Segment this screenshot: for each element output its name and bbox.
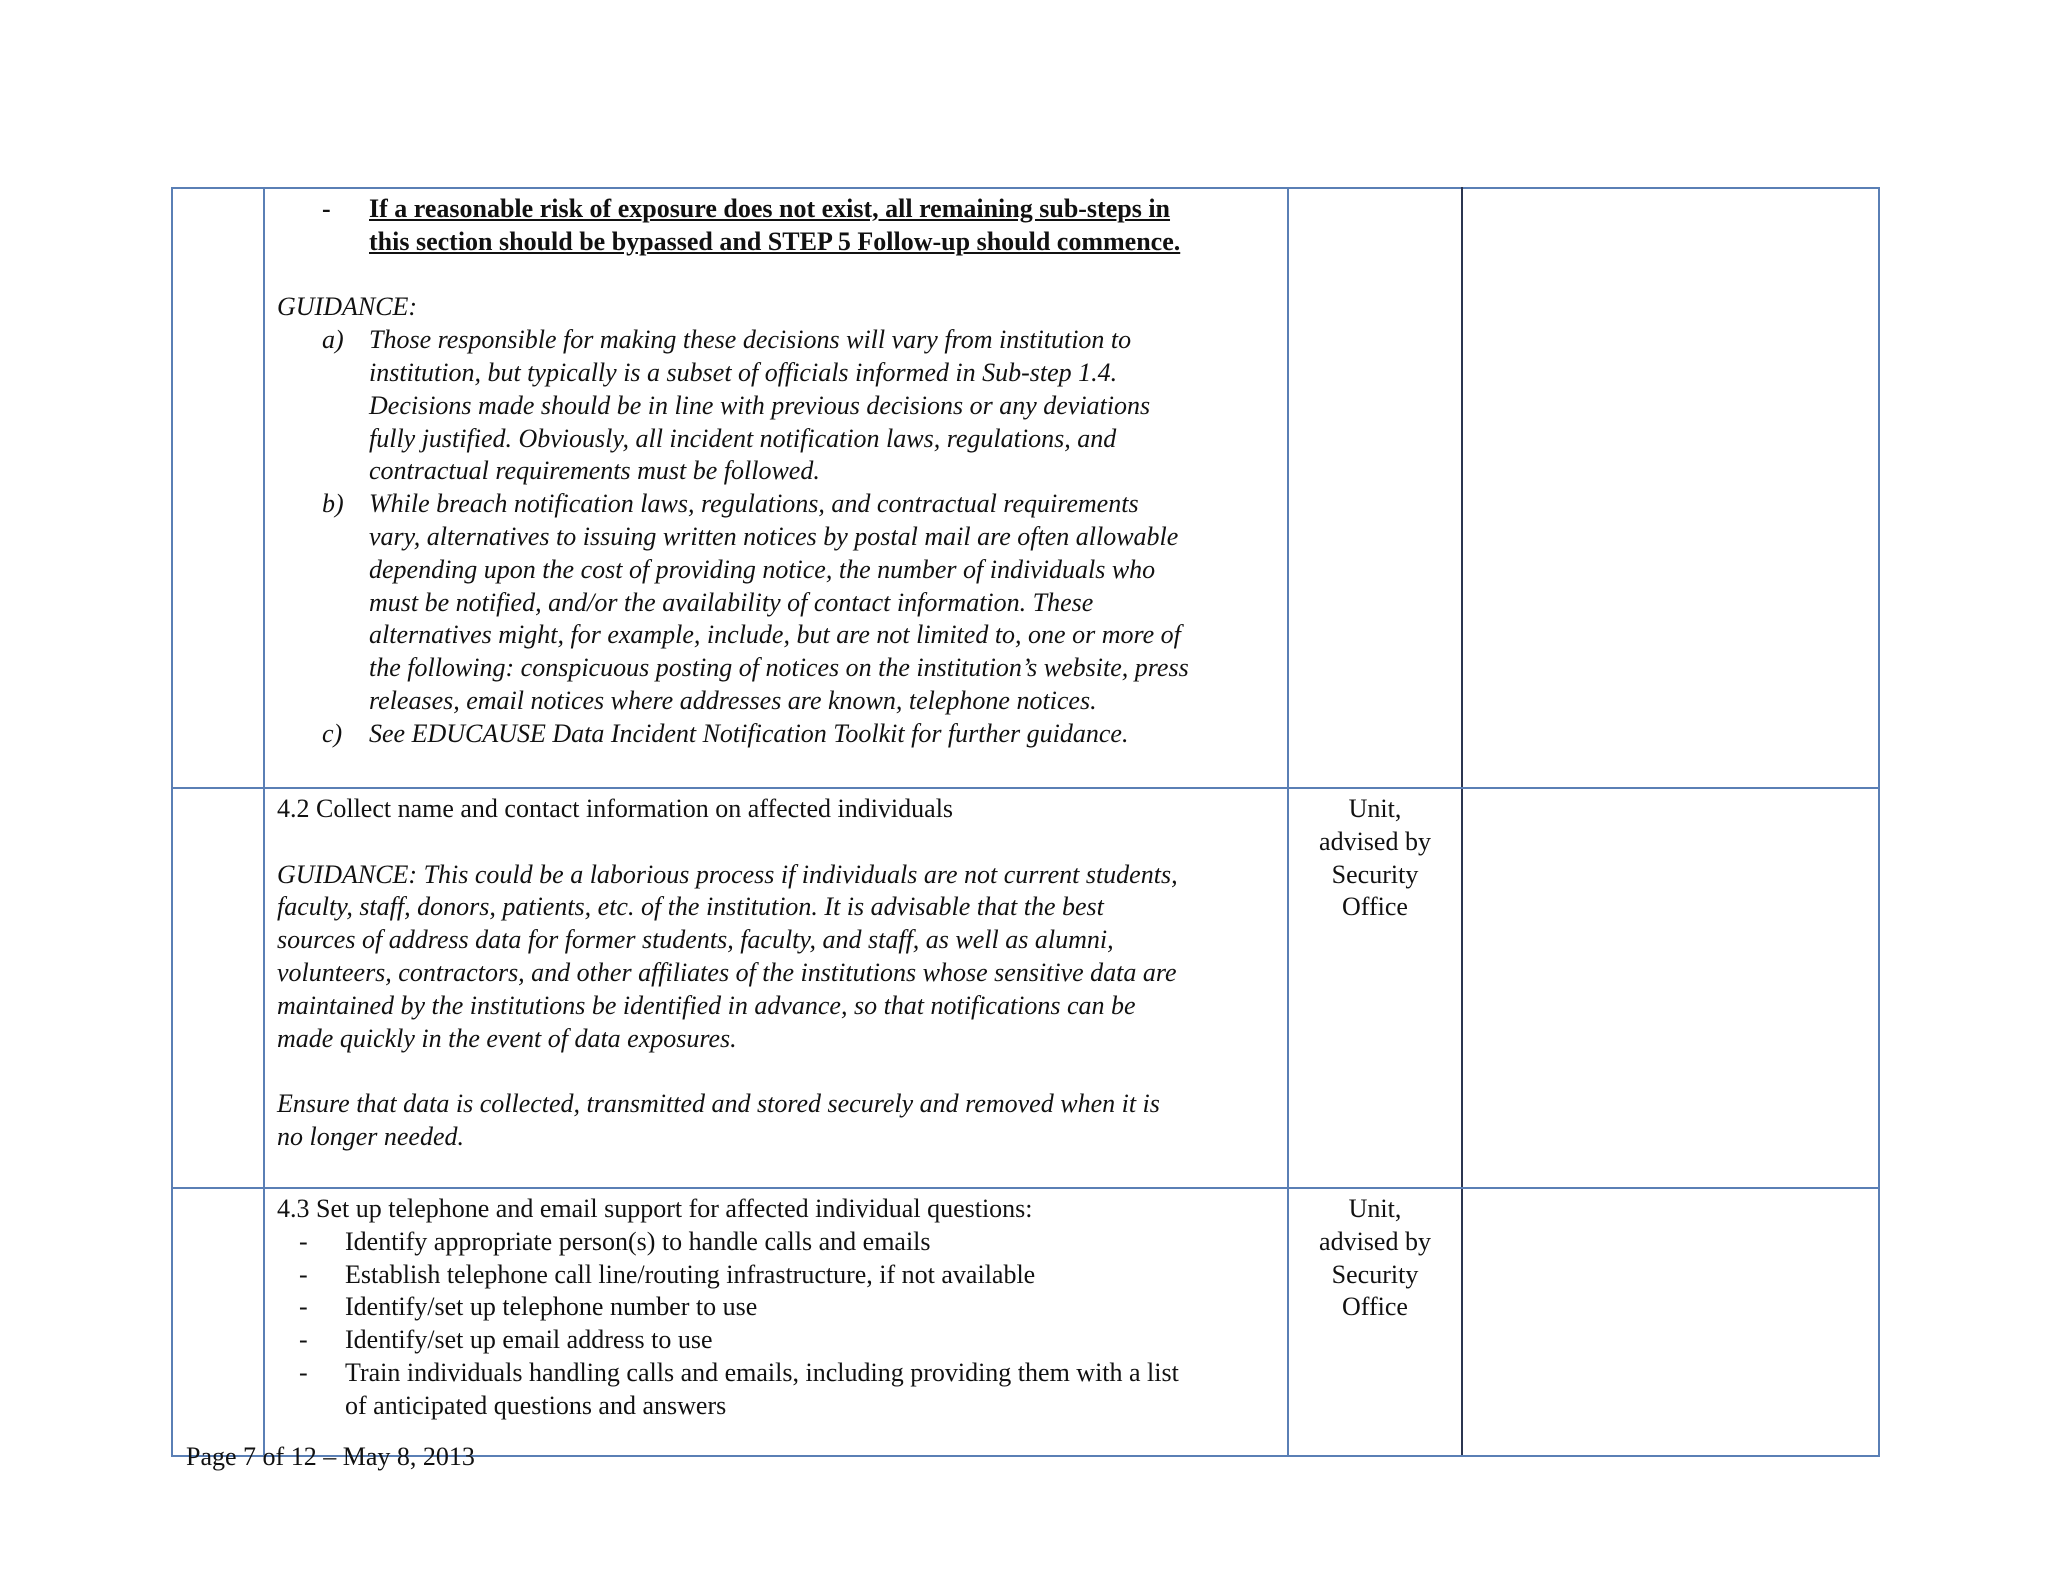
- ensure-paragraph: [277, 1088, 1277, 1154]
- bypass-line: this section should be bypassed and STEP 5 Follow-up should commence.: [369, 226, 1181, 256]
- support-task-item: [277, 1259, 1277, 1292]
- guidance-item-b: [277, 488, 1277, 718]
- guidance-line: releases, email notices where addresses are known, telephone notices.: [369, 685, 1097, 715]
- responsible-line: Unit,: [1348, 794, 1402, 823]
- action-cell: [264, 788, 1288, 1188]
- guidance-line: maintained by the institutions be identified in advance, so that notifications can be: [277, 990, 1136, 1020]
- substep-title: Collect name and contact information on affected individuals: [316, 794, 954, 823]
- guidance-line: institution, but typically is a subset of officials informed in Sub-step 1.4.: [369, 357, 1118, 387]
- guidance-line: sources of address data for former students, faculty, and staff, as well as alumni,: [277, 925, 1114, 955]
- responsible-line: Office: [1342, 1292, 1408, 1322]
- task-line: Identify appropriate person(s) to handle calls and emails: [345, 1226, 931, 1256]
- guidance-line: While breach notification laws, regulations, and contractual requirements: [369, 489, 1139, 519]
- dash-bullet: -: [322, 194, 331, 223]
- guidance-line: Those responsible for making these decisions will vary from institution to: [369, 325, 1132, 355]
- responsible-cell: [1288, 188, 1462, 788]
- guidance-line: alternatives might, for example, include, but are not limited to, one or more of: [369, 620, 1181, 650]
- task-line: Identify/set up email address to use: [345, 1325, 713, 1355]
- responsible-line: advised by: [1319, 826, 1431, 856]
- task-line: of anticipated questions and answers: [345, 1390, 727, 1420]
- substep-4-2-title: [277, 793, 1277, 826]
- dash-bullet: -: [299, 1226, 308, 1256]
- table-row: [172, 788, 1879, 1188]
- guidance-line: faculty, staff, donors, patients, etc. of the institution. It is advisable that the best: [277, 892, 1104, 922]
- guidance-line: must be notified, and/or the availability of contact information. These: [369, 587, 1094, 617]
- item-marker: b): [322, 489, 344, 519]
- substep-title: Set up telephone and email support for affected individual questions:: [316, 1194, 1033, 1223]
- notes-cell: [1462, 1188, 1879, 1456]
- task-line: Train individuals handling calls and emails, including providing them with a list: [345, 1357, 1179, 1387]
- substep-number: 4.2: [277, 794, 310, 823]
- guidance-paragraph: [277, 859, 1277, 1056]
- guidance-line: fully justified. Obviously, all incident notification laws, regulations, and: [369, 423, 1117, 453]
- task-line: Identify/set up telephone number to use: [345, 1292, 758, 1322]
- ensure-line: no longer needed.: [277, 1121, 465, 1151]
- item-marker: a): [322, 325, 344, 355]
- substep-number: 4.3: [277, 1194, 310, 1223]
- responsible-cell: [1288, 1188, 1462, 1456]
- item-marker: c): [322, 718, 343, 748]
- guidance-item-c: [277, 718, 1277, 751]
- responsible-cell: [1288, 788, 1462, 1188]
- guidance-line: made quickly in the event of data exposures.: [277, 1023, 737, 1053]
- dash-bullet: -: [299, 1292, 308, 1322]
- ensure-line: Ensure that data is collected, transmitted and stored securely and removed when it is: [277, 1089, 1160, 1119]
- support-task-item: [277, 1324, 1277, 1357]
- table-row: [172, 188, 1879, 788]
- support-task-item: [277, 1291, 1277, 1324]
- procedure-table: [171, 187, 1880, 1457]
- bypass-line: If a reasonable risk of exposure does not exist, all remaining sub-steps in: [369, 194, 1171, 223]
- table-row: [172, 1188, 1879, 1456]
- dash-bullet: -: [299, 1259, 308, 1289]
- notes-cell: [1462, 188, 1879, 788]
- responsible-line: Security: [1331, 1259, 1419, 1289]
- substep-4-3-title: [277, 1193, 1277, 1226]
- guidance-line: contractual requirements must be followed.: [369, 456, 820, 486]
- responsible-line: advised by: [1319, 1226, 1431, 1256]
- step-column-cell: [172, 1188, 264, 1456]
- guidance-line: See EDUCAUSE Data Incident Notification Toolkit for further guidance.: [369, 718, 1129, 748]
- guidance-line: the following: conspicuous posting of notices on the institution’s website, press: [369, 653, 1189, 683]
- dash-bullet: -: [299, 1357, 308, 1387]
- task-line: Establish telephone call line/routing infrastructure, if not available: [345, 1259, 1036, 1289]
- guidance-line: depending upon the cost of providing notice, the number of individuals who: [369, 554, 1156, 584]
- guidance-line: vary, alternatives to issuing written notices by postal mail are often allowable: [369, 521, 1179, 551]
- responsible-line: Security: [1331, 859, 1419, 889]
- action-cell: [264, 188, 1288, 788]
- action-cell: [264, 1188, 1288, 1456]
- bypass-instruction: [277, 193, 1277, 259]
- responsible-line: Unit,: [1348, 1194, 1402, 1223]
- notes-cell: [1462, 788, 1879, 1188]
- dash-bullet: -: [299, 1325, 308, 1355]
- guidance-heading: GUIDANCE:: [277, 292, 418, 322]
- guidance-line: volunteers, contractors, and other affiliates of the institutions whose sensitive data are: [277, 957, 1177, 987]
- support-task-item: [277, 1226, 1277, 1259]
- guidance-item-a: [277, 324, 1277, 488]
- step-column-cell: [172, 188, 264, 788]
- responsible-line: Office: [1342, 892, 1408, 922]
- guidance-line: GUIDANCE: This could be a laborious process if individuals are not current students,: [277, 859, 1178, 889]
- step-column-cell: [172, 788, 264, 1188]
- support-task-item: [277, 1357, 1277, 1423]
- page-footer: Page 7 of 12 – May 8, 2013: [186, 1442, 475, 1471]
- guidance-line: Decisions made should be in line with previous decisions or any deviations: [369, 390, 1151, 420]
